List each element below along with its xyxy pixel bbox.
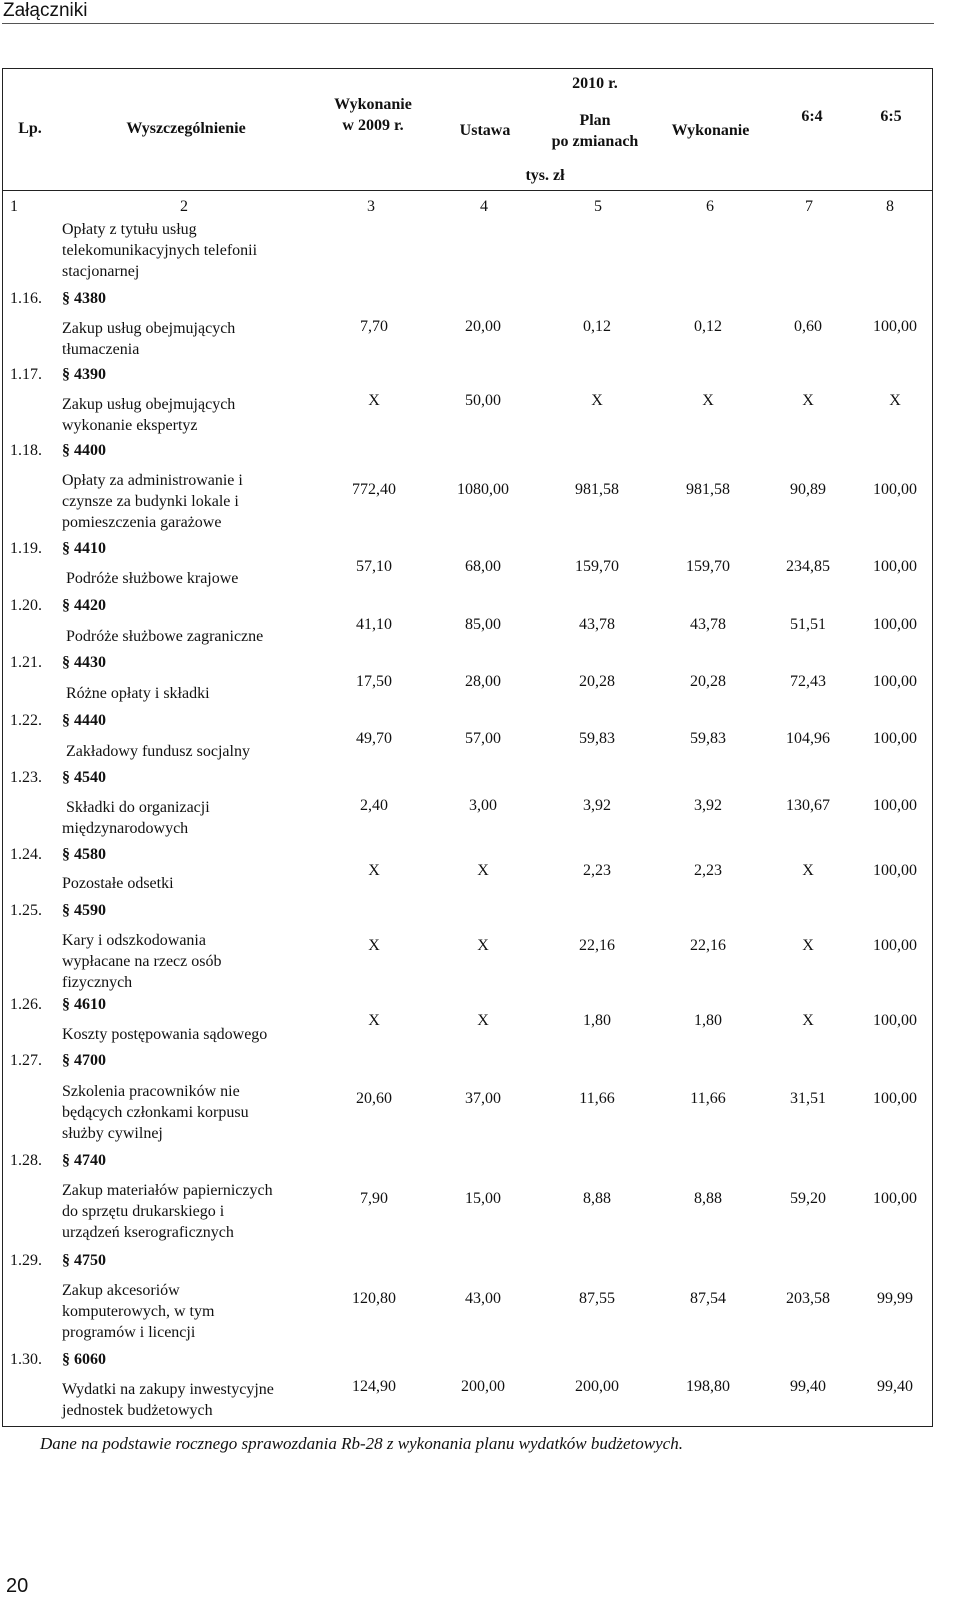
row-lp: 1.21. bbox=[10, 654, 42, 671]
col-header-ratio-6-4: 6:4 bbox=[801, 108, 823, 125]
row-lp: 1.16. bbox=[10, 290, 42, 307]
row-lp: 1.23. bbox=[10, 769, 42, 786]
col-header-plan: Plan po zmianach bbox=[551, 112, 639, 150]
header-divider bbox=[2, 190, 933, 191]
row-description: Kary i odszkodowania wypłacane na rzecz osób fizycznych bbox=[62, 932, 222, 991]
row-lp: 1.22. bbox=[10, 712, 42, 729]
colnum-2: 2 bbox=[180, 198, 188, 215]
row-code: § 4420 bbox=[62, 597, 106, 614]
col-header-ratio-6-5: 6:5 bbox=[880, 108, 902, 125]
row-description: Zakładowy fundusz socjalny bbox=[66, 743, 250, 760]
row-code: § 4400 bbox=[62, 442, 106, 459]
colnum-1: 1 bbox=[10, 198, 18, 215]
unit-label: tys. zł bbox=[525, 167, 565, 184]
row-code: § 4590 bbox=[62, 902, 106, 919]
row-code: § 4740 bbox=[62, 1152, 106, 1169]
col-header-lp: Lp. bbox=[18, 120, 42, 137]
row-lp: 1.19. bbox=[10, 540, 42, 557]
row-code: § 4580 bbox=[62, 846, 106, 863]
page-number: 20 bbox=[6, 1575, 29, 1597]
row-description: Zakup akcesoriów komputerowych, w tym programów i licencji bbox=[62, 1282, 215, 1341]
source-footnote: Dane na podstawie rocznego sprawozdania Rb-28 z wykonania planu wydatków budżetowych. bbox=[40, 1434, 683, 1453]
row-lp: 1.26. bbox=[10, 996, 42, 1013]
row-code: § 4430 bbox=[62, 654, 106, 671]
col-header-ustawa: Ustawa bbox=[459, 122, 511, 139]
row-description: Pozostałe odsetki bbox=[62, 875, 174, 892]
row-lp: 1.17. bbox=[10, 366, 42, 383]
row-description: Składki do organizacji międzynarodowych bbox=[62, 799, 210, 837]
header-rule bbox=[2, 23, 934, 24]
row-lp: 1.25. bbox=[10, 902, 42, 919]
row-code: § 4380 bbox=[62, 290, 106, 307]
col-header-wykonanie-2010: Wykonanie bbox=[671, 122, 750, 139]
row-lp: 1.24. bbox=[10, 846, 42, 863]
row-description: Zakup usług obejmujących tłumaczenia bbox=[62, 320, 236, 358]
col-header-description: Wyszczególnienie bbox=[126, 120, 246, 137]
colnum-5: 5 bbox=[594, 198, 602, 215]
colnum-6: 6 bbox=[706, 198, 714, 215]
colnum-3: 3 bbox=[367, 198, 375, 215]
row-description: Opłaty za administrowanie i czynsze za budynki lokale i pomieszczenia garażowe bbox=[62, 472, 243, 531]
colnum-7: 7 bbox=[805, 198, 813, 215]
row-code: § 4410 bbox=[62, 540, 106, 557]
row-code: § 4700 bbox=[62, 1052, 106, 1069]
colnum-4: 4 bbox=[480, 198, 488, 215]
row-lp: 1.18. bbox=[10, 442, 42, 459]
row-lp: 1.29. bbox=[10, 1252, 42, 1269]
row-code: § 4750 bbox=[62, 1252, 106, 1269]
row-description: Wydatki na zakupy inwestycyjne jednostek budżetowych bbox=[62, 1381, 274, 1419]
row-description: Koszty postępowania sądowego bbox=[62, 1026, 268, 1043]
row-description: Zakup materiałów papierniczych do sprzętu drukarskiego i urządzeń kserograficznych bbox=[62, 1182, 273, 1241]
row-lp: 1.27. bbox=[10, 1052, 42, 1069]
page-header-title: Załączniki bbox=[3, 0, 88, 21]
row-description: Szkolenia pracowników nie będących członkami korpusu służby cywilnej bbox=[62, 1083, 249, 1142]
row-lp: 1.20. bbox=[10, 597, 42, 614]
row-description: Podróże służbowe zagraniczne bbox=[66, 628, 264, 645]
col-header-wykonanie-2009: Wykonanie w 2009 r. bbox=[334, 96, 412, 134]
row-code: § 4390 bbox=[62, 366, 106, 383]
row-code: § 6060 bbox=[62, 1351, 106, 1368]
row-code: § 4440 bbox=[62, 712, 106, 729]
row-code: § 4610 bbox=[62, 996, 106, 1013]
row-lp: 1.30. bbox=[10, 1351, 42, 1368]
row-pretext-1-16: Opłaty z tytułu usług telekomunikacyjnych telefonii stacjonarnej bbox=[62, 221, 258, 280]
row-description: Podróże służbowe krajowe bbox=[66, 570, 239, 587]
row-description: Zakup usług obejmujących wykonanie ekspertyz bbox=[62, 396, 236, 434]
row-code: § 4540 bbox=[62, 769, 106, 786]
row-description: Różne opłaty i składki bbox=[66, 685, 210, 702]
row-lp: 1.28. bbox=[10, 1152, 42, 1169]
colnum-8: 8 bbox=[886, 198, 894, 215]
col-header-year: 2010 r. bbox=[572, 75, 618, 92]
